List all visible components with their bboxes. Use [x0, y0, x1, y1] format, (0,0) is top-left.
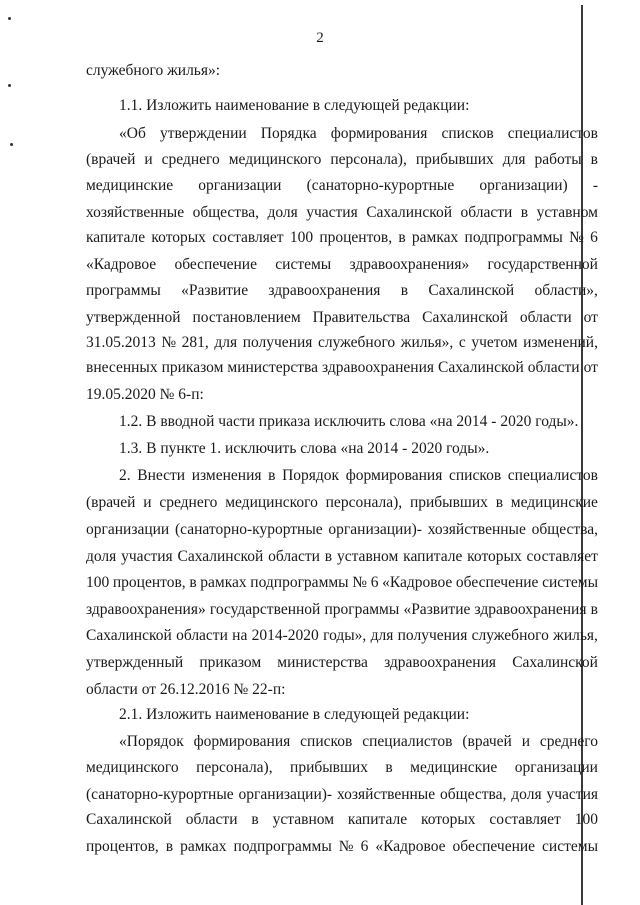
word: списков — [300, 733, 353, 750]
word: в — [590, 601, 598, 618]
text-line — [86, 358, 640, 378]
word: процентов, — [112, 574, 186, 591]
word: (санаторно-курортные — [175, 521, 323, 538]
word: для — [214, 334, 238, 351]
text-line — [119, 732, 640, 752]
word: уставном — [336, 548, 399, 565]
word: персонала), — [330, 151, 407, 168]
word: 100 — [289, 229, 314, 246]
word: 100 — [86, 574, 110, 591]
word: для — [502, 151, 526, 168]
text-line — [119, 705, 640, 725]
word: прибывших — [290, 759, 368, 776]
word: медицинские — [86, 177, 174, 194]
word: программы — [324, 601, 400, 618]
word: жилья, — [553, 627, 598, 644]
word: специалистов — [362, 733, 453, 750]
word: капитале — [347, 811, 408, 828]
word: области — [185, 811, 238, 828]
word: в — [385, 759, 393, 776]
text-line — [86, 228, 640, 248]
word: формирования — [193, 733, 291, 750]
word: жилья», — [400, 334, 454, 351]
word: № — [338, 838, 354, 855]
word: медицинские — [510, 494, 598, 511]
word: подпрограммы — [464, 229, 563, 246]
word: 100 — [574, 811, 598, 828]
word: Сахалинской — [438, 359, 524, 376]
word: здравоохранения» — [86, 601, 206, 618]
line-text: 1.1. Изложить наименование в следующей редакции: — [119, 97, 470, 114]
word: организации — [514, 759, 598, 776]
word: программы — [86, 282, 161, 299]
word: Сахалинской — [177, 548, 264, 565]
word: организации)- — [328, 521, 422, 538]
word: здравоохранения — [384, 654, 497, 671]
word: государственной — [487, 256, 598, 273]
word: уставном — [272, 811, 335, 828]
text-line — [86, 810, 640, 830]
word: системы — [542, 838, 598, 855]
word: с — [458, 334, 466, 351]
word: министерства — [277, 654, 368, 671]
text-line — [86, 308, 640, 328]
word: 2014-2020 — [251, 627, 319, 644]
word: «Развитие — [181, 282, 249, 299]
text-line — [86, 758, 640, 778]
line-text: 1.3. В пункте 1. исключить слова «на 2014 - 2020 годы». — [119, 440, 490, 457]
word: медицинские — [410, 759, 498, 776]
text-line — [86, 520, 640, 540]
word: утвержденной — [86, 309, 181, 326]
word: участия — [306, 204, 358, 221]
text-line — [86, 333, 640, 353]
word: медицинского — [228, 151, 322, 168]
word: утвержденный — [86, 654, 184, 671]
word: доля — [511, 786, 542, 803]
word: формирования — [345, 467, 443, 484]
line-text: 19.05.2020 № 6-п: — [86, 386, 204, 403]
word: которых — [467, 548, 522, 565]
word: Порядка — [260, 125, 317, 142]
word: процентов, — [319, 229, 393, 246]
word: персонала), — [196, 759, 273, 776]
text-line — [86, 385, 640, 405]
scan-speck — [8, 84, 11, 87]
text-line — [86, 203, 640, 223]
word: составляет — [489, 811, 561, 828]
word: хозяйственные — [427, 521, 526, 538]
word: учетом — [471, 334, 518, 351]
word: - — [592, 177, 598, 194]
word: общества, — [531, 521, 598, 538]
word: Сахалинской — [422, 309, 508, 326]
word: (санаторно-курортные — [86, 786, 234, 803]
word: здравоохранения — [268, 282, 381, 299]
text-line — [119, 412, 640, 432]
word: участия — [546, 786, 598, 803]
word: и — [521, 733, 530, 750]
text-line — [86, 547, 640, 567]
word: утверждении — [159, 125, 247, 142]
word: капитале — [86, 229, 146, 246]
text-line — [86, 785, 640, 805]
word: в — [165, 838, 174, 855]
word: организации — [198, 177, 282, 194]
text-line — [86, 680, 640, 700]
word: доля — [86, 548, 117, 565]
word: среднего — [159, 494, 218, 511]
word: организации — [86, 521, 170, 538]
word: списков — [441, 125, 494, 142]
word: в — [398, 229, 406, 246]
word: медицинского — [86, 759, 179, 776]
word: Сахалинской — [366, 204, 452, 221]
scan-speck — [8, 17, 11, 20]
text-line — [119, 124, 640, 144]
word: среднего — [539, 733, 598, 750]
word: изменения — [191, 467, 262, 484]
word: «Кадровое — [86, 256, 157, 273]
text-line — [86, 61, 640, 81]
word: получения — [242, 334, 313, 351]
word: подпрограммы — [233, 838, 332, 855]
word: 2. — [119, 467, 131, 484]
word: составляет — [212, 229, 284, 246]
word: в — [520, 204, 529, 221]
word: системы — [275, 256, 332, 273]
word: процентов, — [86, 838, 159, 855]
word: «Об — [119, 125, 146, 142]
word: системы — [542, 574, 598, 591]
word: организации)- — [238, 786, 333, 803]
word: хозяйственные — [86, 204, 185, 221]
word: формирования — [330, 125, 428, 142]
word: специалистов — [507, 467, 598, 484]
word: области — [268, 548, 320, 565]
word: Сахалинской — [86, 627, 172, 644]
word: и — [143, 494, 152, 511]
word: обеспечение — [452, 838, 536, 855]
word: (врачей — [86, 151, 136, 168]
text-line — [86, 573, 640, 593]
word: в — [590, 151, 598, 168]
text-line — [86, 150, 640, 170]
word: и — [144, 151, 153, 168]
word: государственной — [209, 601, 321, 618]
word: участия — [121, 548, 173, 565]
word: 6 — [590, 229, 598, 246]
line-text: 2.1. Изложить наименование в следующей редакции: — [119, 706, 470, 723]
word: служебного — [317, 334, 396, 351]
word: изменений, — [523, 334, 598, 351]
word: «Кадровое — [382, 574, 453, 591]
word: для — [370, 627, 394, 644]
word: 281, — [181, 334, 209, 351]
text-line — [86, 837, 640, 857]
line-text: 1.2. В вводной части приказа исключить слова «на 2014 - 2020 годы». — [119, 413, 579, 430]
word: обеспечение — [455, 574, 539, 591]
text-line — [86, 255, 640, 275]
word: в — [268, 467, 276, 484]
word: прибывших — [409, 494, 488, 511]
text-line — [86, 626, 640, 646]
word: прибывших — [415, 151, 494, 168]
word: № — [352, 574, 368, 591]
word: 6 — [360, 838, 369, 855]
word: получения — [397, 627, 468, 644]
scan-speck — [10, 143, 13, 146]
word: от — [583, 359, 598, 376]
word: работы — [534, 151, 582, 168]
word: хозяйственные — [337, 786, 436, 803]
word: внесенных — [86, 359, 158, 376]
word: персонала), — [325, 494, 403, 511]
word: 31.05.2013 — [86, 334, 156, 351]
word: 6 — [370, 574, 379, 591]
word: здравоохранения — [322, 359, 434, 376]
word: здравоохранения» — [349, 256, 470, 273]
word: капитале — [403, 548, 463, 565]
word: служебного — [471, 627, 549, 644]
word: (врачей — [462, 733, 512, 750]
word: общества, — [440, 786, 507, 803]
text-line — [119, 466, 640, 486]
word: в — [400, 282, 409, 299]
word: Внести — [137, 467, 186, 484]
word: среднего — [161, 151, 220, 168]
word: области — [527, 359, 580, 376]
word: которых — [151, 229, 206, 246]
word: в — [324, 548, 333, 565]
text-line — [119, 439, 640, 459]
text-line — [86, 653, 640, 673]
text-line — [86, 493, 640, 513]
line-text: служебного жилья»: — [86, 62, 221, 79]
word: специалистов — [507, 125, 598, 142]
word: министерства — [227, 359, 319, 376]
word: № — [161, 334, 177, 351]
text-line — [86, 600, 640, 620]
word: (врачей — [86, 494, 136, 511]
word: постановлением — [192, 309, 301, 326]
word: которых — [420, 811, 476, 828]
word: здравоохранения — [474, 601, 587, 618]
word: «Кадровое — [375, 838, 446, 855]
word: от — [583, 309, 598, 326]
word: области — [460, 204, 513, 221]
word: на — [232, 627, 248, 644]
word: доля — [267, 204, 298, 221]
word: обеспечение — [174, 256, 257, 273]
word: медицинского — [225, 494, 318, 511]
word: списков — [448, 467, 502, 484]
word: организации) — [479, 177, 568, 194]
word: общества, — [192, 204, 259, 221]
word: приказом — [161, 359, 224, 376]
word: Сахалинской — [512, 654, 598, 671]
word: (санаторно-курортные — [306, 177, 455, 194]
line-text: области от 26.12.2016 № 22-п: — [86, 681, 286, 698]
text-line — [86, 176, 640, 196]
word: области — [176, 627, 228, 644]
word: «Порядок — [119, 733, 184, 750]
word: Сахалинской — [428, 282, 515, 299]
word: в — [251, 811, 259, 828]
word: области», — [534, 282, 598, 299]
word: Сахалинской — [86, 811, 172, 828]
word: уставном — [536, 204, 598, 221]
word: рамках — [411, 229, 459, 246]
word: № — [569, 229, 584, 246]
word: рамках — [200, 574, 247, 591]
page-number: 2 — [316, 30, 324, 46]
word: «Развитие — [403, 601, 471, 618]
word: годы», — [323, 627, 367, 644]
word: рамках — [180, 838, 227, 855]
word: приказом — [199, 654, 262, 671]
word: подпрограммы — [250, 574, 349, 591]
text-line — [119, 96, 640, 116]
word: составляет — [526, 548, 598, 565]
word: Порядок — [282, 467, 340, 484]
word: в — [495, 494, 504, 511]
word: области — [519, 309, 572, 326]
word: Правительства — [312, 309, 411, 326]
text-line — [86, 281, 640, 301]
word: в — [189, 574, 197, 591]
